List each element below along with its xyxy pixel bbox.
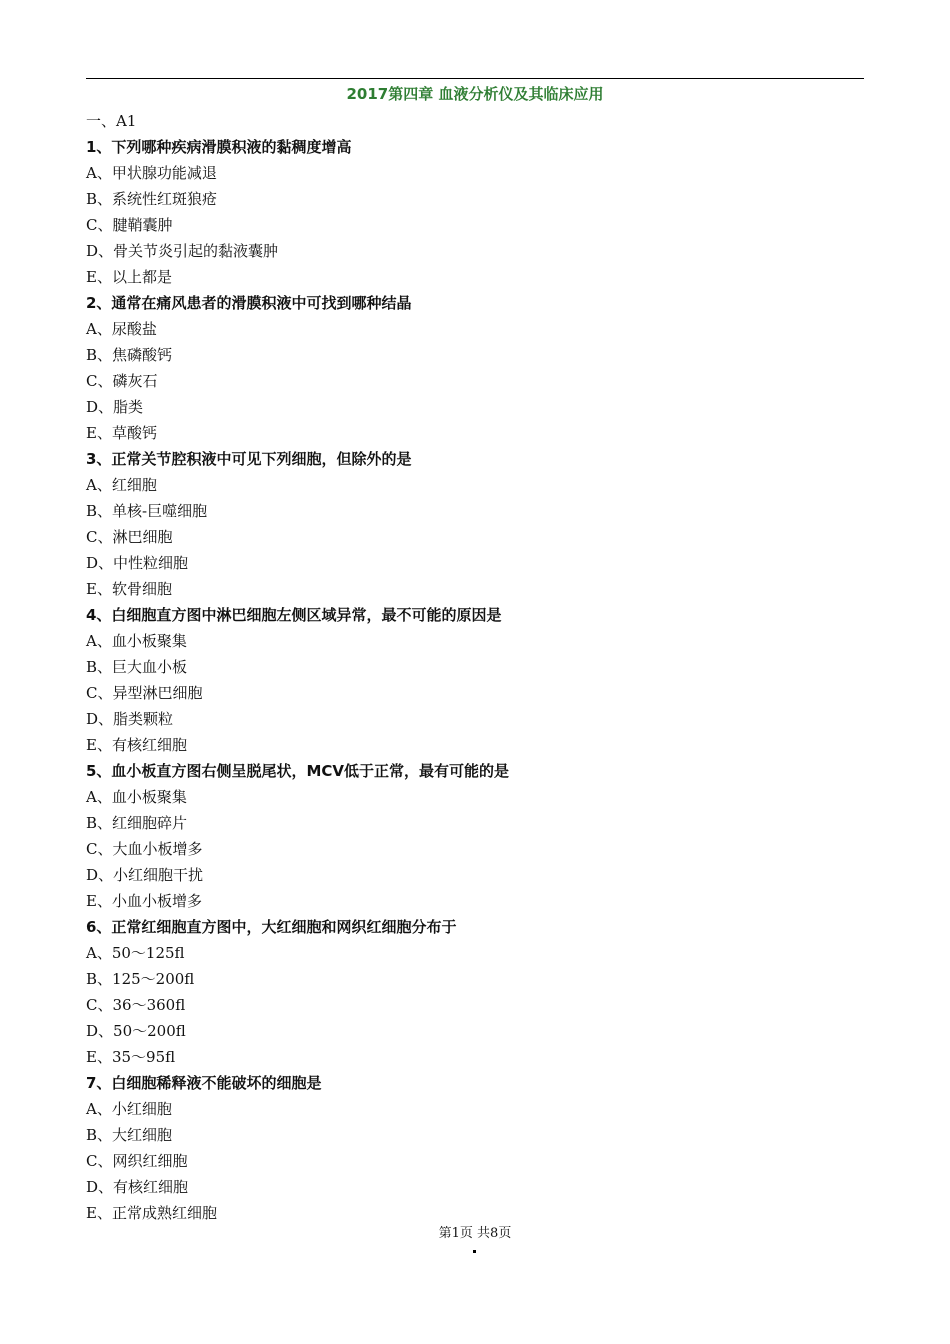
document-content: [86, 108, 864, 1226]
question-2-option-c: C、磷灰石: [86, 372, 158, 390]
footer-dot: [473, 1250, 476, 1253]
question-2-option-e: E、草酸钙: [86, 424, 157, 442]
question-1-option-d: D、骨关节炎引起的黏液囊肿: [86, 242, 279, 260]
question-5-option-c: C、大血小板增多: [86, 840, 203, 858]
question-1-option-b: B、系统性红斑狼疮: [86, 190, 218, 208]
question-2-option-b: B、焦磷酸钙: [86, 346, 173, 364]
question-3-option-e: E、软骨细胞: [86, 580, 172, 598]
question-1-option-a: A、甲状腺功能减退: [86, 164, 217, 182]
question-2-option-a: A、尿酸盐: [86, 320, 157, 338]
question-6-option-c: C、36～360fl: [86, 996, 186, 1014]
question-2-option-d: D、脂类: [86, 398, 144, 416]
question-4-option-a: A、血小板聚集: [86, 632, 187, 650]
question-7-option-b: B、大红细胞: [86, 1126, 173, 1144]
question-3-option-b: B、单核-巨噬细胞: [86, 502, 208, 520]
question-6-option-d: D、50～200fl: [86, 1022, 186, 1040]
question-3-option-c: C、淋巴细胞: [86, 528, 173, 546]
question-3-option-a: A、红细胞: [86, 476, 157, 494]
question-6-option-b: B、125～200fl: [86, 970, 195, 988]
question-3-option-d: D、中性粒细胞: [86, 554, 189, 572]
question-1-option-c: C、腱鞘囊肿: [86, 216, 173, 234]
question-4-option-b: B、巨大血小板: [86, 658, 188, 676]
question-4: 4、白细胞直方图中淋巴细胞左侧区域异常，最不可能的原因是: [86, 606, 502, 624]
question-5-option-a: A、血小板聚集: [86, 788, 187, 806]
section-heading: 一、A1: [86, 112, 137, 130]
header-rule: [86, 78, 864, 79]
page-footer: 第1页 共8页: [438, 1226, 512, 1241]
question-5-option-d: D、小红细胞干扰: [86, 866, 204, 884]
question-3: 3、正常关节腔积液中可见下列细胞，但除外的是: [86, 450, 412, 468]
question-7-option-d: D、有核红细胞: [86, 1178, 189, 1196]
question-4-option-e: E、有核红细胞: [86, 736, 187, 754]
question-5-option-b: B、红细胞碎片: [86, 814, 188, 832]
question-7: 7、白细胞稀释液不能破坏的细胞是: [86, 1074, 322, 1092]
document-title: 2017第四章 血液分析仪及其临床应用: [346, 85, 604, 103]
question-7-option-c: C、网织红细胞: [86, 1152, 188, 1170]
question-2: 2、通常在痛风患者的滑膜积液中可找到哪种结晶: [86, 294, 412, 312]
question-7-option-e: E、正常成熟红细胞: [86, 1204, 217, 1222]
question-6: 6、正常红细胞直方图中，大红细胞和网织红细胞分布于: [86, 918, 457, 936]
question-5-option-e: E、小血小板增多: [86, 892, 202, 910]
question-6-option-a: A、50～125fl: [86, 944, 185, 962]
question-6-option-e: E、35～95fl: [86, 1048, 176, 1066]
question-4-option-d: D、脂类颗粒: [86, 710, 174, 728]
question-1: 1、下列哪种疾病滑膜积液的黏稠度增高: [86, 138, 352, 156]
question-1-option-e: E、以上都是: [86, 268, 172, 286]
question-5: 5、血小板直方图右侧呈脱尾状，MCV低于正常，最有可能的是: [86, 762, 509, 780]
question-7-option-a: A、小红细胞: [86, 1100, 172, 1118]
question-4-option-c: C、异型淋巴细胞: [86, 684, 203, 702]
